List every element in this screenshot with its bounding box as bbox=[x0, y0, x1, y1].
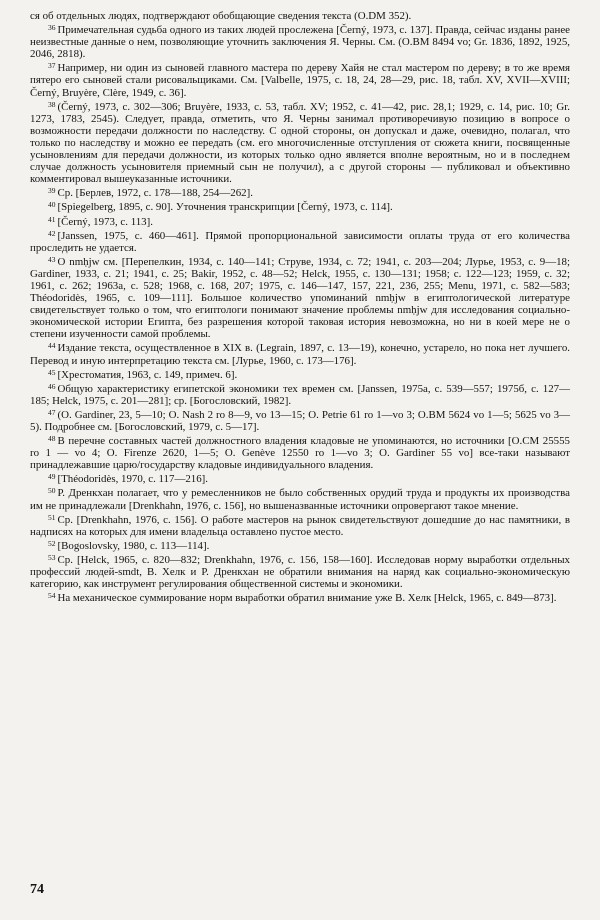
note-number: 40 bbox=[48, 200, 56, 210]
note-text: ся об отдельных людях, подтверждают обобщающие сведения текста (O.DM 352). bbox=[30, 10, 412, 22]
note-text: Ср. [Drenkhahn, 1976, с. 156]. О работе мастеров на рынок свидетельствуют дошедшие до нас памятники, в надписях на которых для имени владельца оставлено пустое место. bbox=[30, 513, 570, 538]
note-number: 43 bbox=[48, 254, 56, 264]
note-53 bbox=[30, 552, 570, 590]
note-number: 49 bbox=[48, 472, 56, 482]
note-text: (Černý, 1973, с. 302—306; Bruyère, 1933, с. 53, табл. XV; 1952, с. 41—42, рис. 28,1; 1929, с. 14, рис. 10; Gr. 1273, 1783, 2545). Следует, правда, отметить, что Я. Черны занимал противоречивую позицию в вопросе о возможности передачи должности по наследству. С одной стороны, он допускал и даже, очевидно, полагал, что только по наследству и можно ее передать (см. его многочисленные отступления от сюжета книги, посвященные усыновлениям для передачи должности, из которых только одно является вполне вероятным, но и в последнем случае должность усыновителя приемный сын не получил), а с другой стороны — публиковал и объективно комментировал вышеуказанные источники. bbox=[30, 100, 570, 186]
note-number: 38 bbox=[48, 99, 56, 109]
note-number: 51 bbox=[48, 512, 56, 522]
note-text: [Janssen, 1975, с. 460—461]. Прямой пропорциональной зависимости оплаты труда от его количества проследить не удается. bbox=[30, 229, 570, 254]
note-text: [Хрестоматия, 1963, с. 149, примеч. 6]. bbox=[57, 368, 238, 381]
note-number: 54 bbox=[48, 591, 56, 601]
note-text: На механическое суммирование норм выработки обратил внимание уже В. Хелк [Helck, 1965, с. 849—873]. bbox=[57, 592, 557, 605]
note-text: Р. Дренкхан полагает, что у ремесленников не было собственных орудий труда и продукты их производства им не принадлежали [Drenkhahn, 1976, с. 156], но вышеназванные источники опровергают такое мнение. bbox=[30, 487, 570, 512]
note-41 bbox=[30, 214, 570, 228]
note-number: 46 bbox=[48, 381, 56, 391]
note-36 bbox=[30, 22, 570, 60]
note-text: Ср. [Helck, 1965, с. 820—832; Drenkhahn, 1976, с. 156, 158—160]. Исследовав норму выработки отдельных профессий людей-smdt, В. Хелк и Р. Дренкхан не обратили внимания на наряд как социально-экономическую категорию, как инструмент регулирования общественной системы и экономики. bbox=[30, 553, 570, 591]
note-number: 44 bbox=[48, 341, 56, 351]
note-37 bbox=[30, 60, 570, 98]
note-text: О nmḥjw см. [Перепелкин, 1934, с. 140—141; Струве, 1934, с. 72; 1941, с. 203—204; Лурье, 1953, с. 9—18; Gardiner, 1933, с. 21; 1941, с. 25; Bakir, 1952, с. 48—52; Helck, 1955, с. 130—131; 1958; с. 122—123; 1959, с. 32; 1961, с. 262; 1963a, с. 528; 1968, с. 168, 207; 1975, с. 146—147, 157, 221, 236, 255; Menu, 1971, с. 582—583; Théodoridès, 1965, с. 109—111]. Большое количество упоминаний nmḥjw в египтологической литературе свидетельствует только о том, что египтологи понимают значение проблемы nmḥjw для исследования социально-экономической истории Египта, без разрешения которой таковая история невозможна, но ни в коей мере не о степени изученности самой проблемы. bbox=[30, 255, 570, 341]
note-number: 47 bbox=[48, 407, 56, 417]
note-number: 41 bbox=[48, 214, 56, 224]
note-text: [Spiegelberg, 1895, с. 90]. Уточнения транскрипции [Černý, 1973, с. 114]. bbox=[57, 201, 393, 214]
note-text: Примечательная судьба одного из таких людей прослежена [Černý, 1973, с. 137]. Правда, сейчас изданы ранее неизвестные данные о нем, позволяющие уточнить заключения Я. Черны. См. (O.BM 8494 vo; Gr. 1836, 1892, 1925, 2046, 2818). bbox=[30, 24, 570, 61]
note-50 bbox=[30, 485, 570, 511]
note-43 bbox=[30, 254, 570, 341]
note-text: Общую характеристику египетской экономики тех времен см. [Janssen, 1975a, с. 539—557; 1975б, с. 127—185; Helck, 1975, с. 201—281]; ср. [Богословский, 1982]. bbox=[30, 382, 570, 407]
note-48 bbox=[30, 433, 570, 471]
note-49 bbox=[30, 471, 570, 485]
note-45 bbox=[30, 367, 570, 381]
note-number: 39 bbox=[48, 186, 56, 196]
note-text: [Bogoslovsky, 1980, с. 113—114]. bbox=[57, 539, 210, 552]
note-number: 37 bbox=[48, 61, 56, 71]
note-number: 42 bbox=[48, 228, 56, 238]
note-number: 52 bbox=[48, 538, 56, 548]
note-44 bbox=[30, 340, 570, 366]
note-40 bbox=[30, 199, 570, 213]
note-text: В перечне составных частей должностного владения кладовые не упоминаются, но источники [O.CM 25555 ro 1 — vo 4; O. Firenze 2620, 1—5; O. Genève 12550 ro 1—vo 3; O. Gardiner 55 vo] все-таки называют принадлежавшие царю/государству кладовые индивидуального владения. bbox=[30, 435, 570, 472]
note-number: 48 bbox=[48, 434, 56, 444]
note-38 bbox=[30, 99, 570, 186]
page-number: 74 bbox=[30, 882, 44, 897]
note-number: 45 bbox=[48, 367, 56, 377]
note-number: 36 bbox=[48, 23, 56, 33]
note-text: Издание текста, осуществленное в XIX в. (Legrain, 1897, с. 13—19), конечно, устарело, но пока нет лучшего. Перевод и иную интерпретацию текста см. [Лурье, 1960, с. 173—176]. bbox=[30, 342, 570, 367]
note-42 bbox=[30, 228, 570, 254]
note-text: (O. Gardiner, 23, 5—10; O. Nash 2 ro 8—9, vo 13—15; O. Petrie 61 ro 1—vo 3; O.BM 5624 vo 1—5; 5625 vo 3—5). Подробнее см. [Богословский, 1979, с. 5—17]. bbox=[30, 408, 570, 433]
footnotes bbox=[30, 10, 570, 604]
note-number: 53 bbox=[48, 552, 56, 562]
note-number: 50 bbox=[48, 486, 56, 496]
note-54 bbox=[30, 590, 570, 604]
note-39 bbox=[30, 185, 570, 199]
note-continuation bbox=[30, 10, 570, 22]
note-text: [Černý, 1973, с. 113]. bbox=[57, 215, 153, 228]
note-46 bbox=[30, 381, 570, 407]
note-47 bbox=[30, 407, 570, 433]
note-51 bbox=[30, 512, 570, 538]
note-text: [Théodoridès, 1970, с. 117—216]. bbox=[57, 473, 209, 486]
note-52 bbox=[30, 538, 570, 552]
note-text: Например, ни один из сыновей главного мастера по дереву Хайя не стал мастером по дереву; в то же время пятеро его сыновей стали рисовальщиками. См. [Valbelle, 1975, с. 18, 24, 28—29, рис. 18, табл. XV, XVII—XVIII; Černý, Bruyère, Clère, 1949, с. 36]. bbox=[30, 62, 570, 99]
note-text: Ср. [Берлев, 1972, с. 178—188, 254—262]. bbox=[57, 187, 253, 200]
